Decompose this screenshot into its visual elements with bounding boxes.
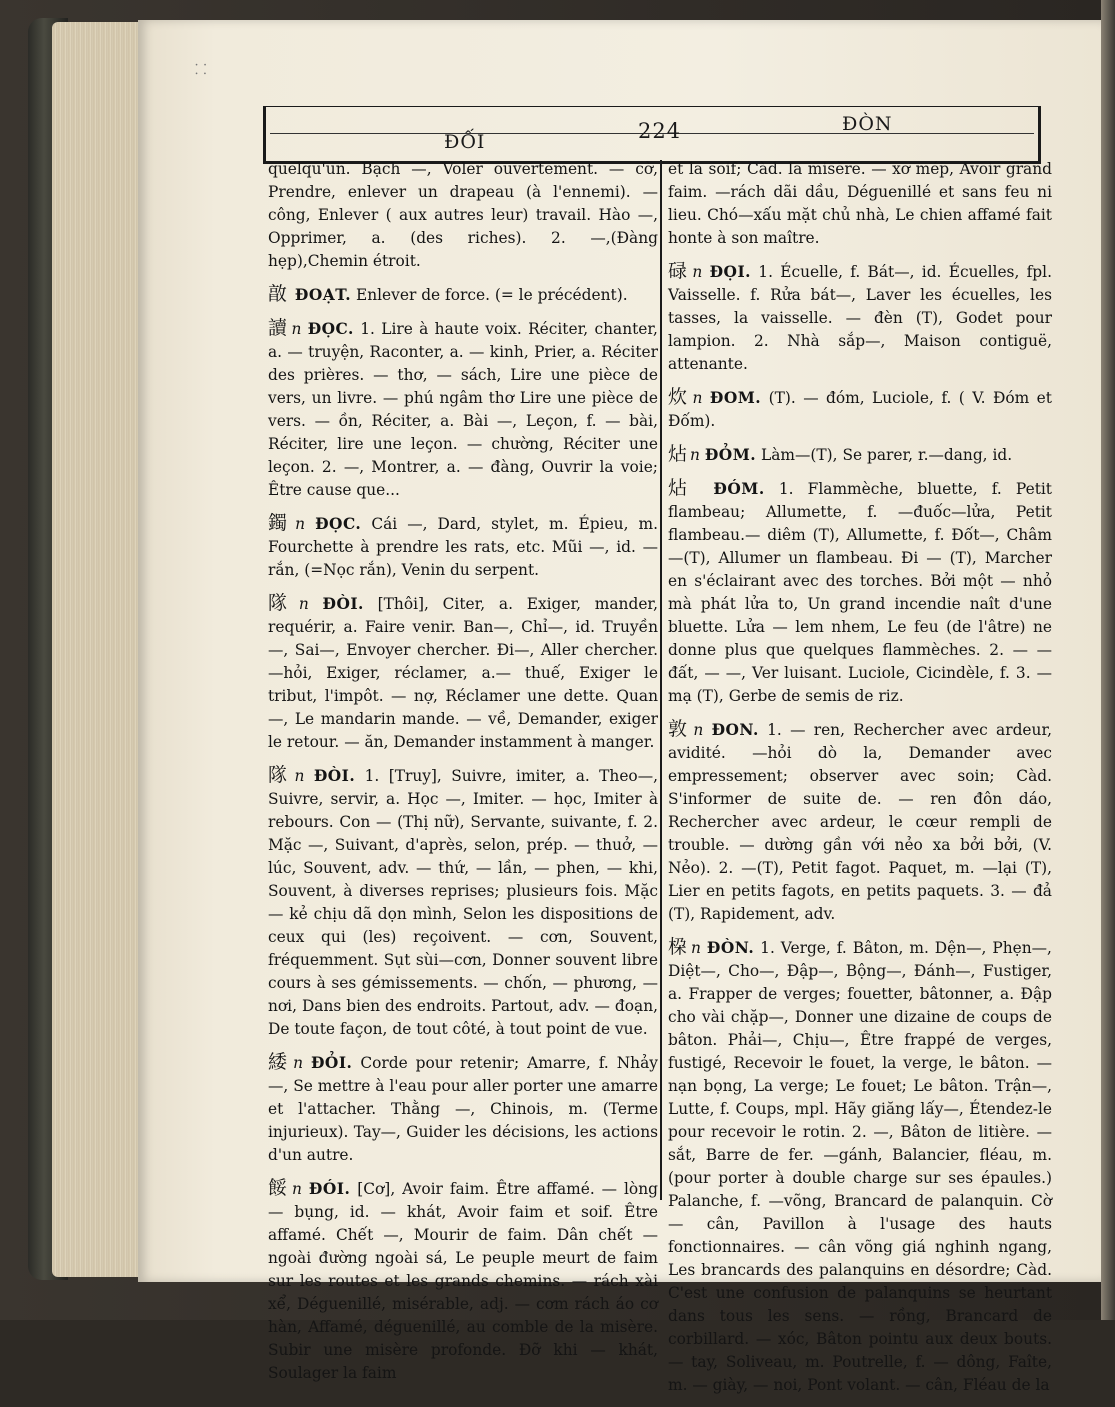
entry-headword: ĐOM. bbox=[709, 389, 762, 407]
entry-headword: ĐOẠT. bbox=[294, 286, 352, 304]
header-right-word: ĐÒN bbox=[842, 113, 893, 135]
entry-headword: ĐON. bbox=[711, 721, 759, 739]
chinese-character: 鐲 bbox=[268, 512, 293, 534]
chinese-character: 炶 bbox=[668, 443, 688, 465]
chinese-character: 桗 bbox=[668, 936, 689, 958]
entry-continuation: et la soif; Càd. la misère. — xơ mép, Avoir grand faim. —rách dãi dầu, Déguenillé et sans feu ni lieu. Chó—xấu mặt chủ nhà, Le chien affamé fait honte à son maître. bbox=[668, 160, 1052, 247]
entry-definition: 1. Verge, f. Bâton, m. Dện—, Phẹn—, Diệt—, Cho—, Đập—, Bộng—, Đánh—, Fustiger, a. Frapper de verges; fouetter, bâtonner, a. Đập cho vài chặp—, Donner une dizaine de coups de bâton. Phải—, Chịu—, Être frappé de verges, fustigé, Recevoir le fouet, la verge, le bâton. —nạn bọng, La verge; Le fouet; Le bâton. Trận—, Lutte, f. Coups, mpl. Hãy giăng lấy—, Étendez-le pour recevoir le rotin. 2. —, Bâton de litière. —sắt, Barre de fer. —gánh, Balancier, fléau, m. (pour porter à double charge sur ses épaules.) Palanche, f. —võng, Brancard de palanquin. Cờ — cân, Pavillon à l'usage des hauts fonctionnaires. — cân võng giá nghinh ngang, Les brancards des palanquins en désordre; Càd. C'est une confusion de palanquins se heurtant dans tous les sens. — rồng, Brancard de corbillard. — xóc, Bâton pointu aux deux bouts. — tay, Soliveau, m. Poutrelle, f. — dông, Faîte, m. — giày, — noi, Pont volant. — cân, Fléau de la bbox=[668, 939, 1052, 1394]
entry-headword: ĐÓI. bbox=[308, 1180, 351, 1198]
header-left-word: ĐỐI bbox=[444, 131, 486, 153]
column-divider bbox=[660, 160, 662, 1200]
running-header bbox=[263, 106, 1041, 164]
chinese-character: 炊 bbox=[668, 386, 690, 408]
entry-definition: Cái —, Dard, stylet, m. Épieu, m. Fourchette à prendre les rats, etc. Mũi —, id. — rắn, (=Nọc rắn), Venin du serpent. bbox=[268, 515, 658, 579]
entry-definition: 1. Écuelle, f. Bát—, id. Écuelles, fpl. Vaisselle. f. Rửa bát—, Laver les écuelles, les tasses, la vaisselle. — đèn (T), Godet pour lampion. 2. Nhà sắp—, Maison contiguë, attenante. bbox=[668, 263, 1052, 373]
page-edges bbox=[52, 22, 152, 1277]
entry-definition: 1. Flammèche, bluette, f. Petit flambeau; Allumette, f. —đuốc—lửa, Petit flambeau.— diêm (T), Allumette, f. Đốt—, Châm—(T), Allumer un flambeau. Đi — (T), Marcher en s'éclairant avec des torches. Bởi một — nhỏ mà phát lửa to, Un grand incendie naît d'une bluette. Lửa — lem nhem, Le feu (de l'âtre) ne donne plus que quelques flammèches. 2. — — đất, — —, Ver luisant. Luciole, Cicindèle, f. 3. — mạ (T), Gerbe de semis de riz. bbox=[668, 480, 1052, 705]
chinese-character: 隊 bbox=[268, 592, 296, 614]
entry-definition: (T). — đóm, Luciole, f. ( V. Đóm et Đốm). bbox=[668, 389, 1052, 430]
left-column bbox=[268, 158, 658, 1395]
dictionary-entry: 桗 n ĐÒN. 1. Verge, f. Bâton, m. Dện—, Phẹn—, Diệt—, Cho—, Đập—, Bộng—, Đánh—, Fustiger, a. Frapper de verges; fouetter, bâtonner, a. Đập cho vài chặp—, Donner une dizaine de coups de bâton. Phải—, Chịu—, Être frappé de verges, fustigé, Recevoir le fouet, la verge, le bâton. —nạn bọng, La verge; Le fouet; Le bâton. Trận—, Lutte, f. Coups, mpl. Hãy giăng lấy—, Étendez-le pour recevoir le rotin. 2. —, Bâton de litière. —sắt, Barre de fer. —gánh, Balancier, fléau, m. (pour porter à double charge sur ses épaules.) Palanche, f. —võng, Brancard de palanquin. Cờ — cân, Pavillon à l'usage des hauts fonctionnaires. — cân võng giá nghinh ngang, Les brancards des palanquins en désordre; Càd. C'est une confusion de palanquins se heurtant dans tous les sens. — rồng, Brancard de corbillard. — xóc, Bâton pointu aux deux bouts. — tay, Soliveau, m. Poutrelle, f. — dông, Faîte, m. — giày, — noi, Pont volant. — cân, Fléau de la bbox=[668, 936, 1052, 1394]
page-number: 224 bbox=[638, 119, 682, 143]
dictionary-entry: 隊 n ĐÒI. 1. [Truy], Suivre, imiter, a. Theo—, Suivre, servir, a. Học —, Imiter. — học, Imiter à rebours. Con — (Thị nữ), Servante, suivante, f. 2. Mặc —, Suivant, d'après, selon, prép. — thuở, — lúc, Souvent, adv. — thứ, — lần, — phen, — khi, Souvent, à diverses reprises; plusieurs fois. Mặc — kẻ chịu dã dọn mình, Selon les dispositions de ceux qui (les) reçoivent. — cơn, Souvent, fréquemment. Sụt sùi—cơn, Donner souvent libre cours à ses gémissements. — chốn, — phương, — nơi, Dans bien des endroits. Partout, adv. — đoạn, De toute façon, de tout côté, à tout point de vue. bbox=[268, 764, 658, 1038]
dictionary-entry: 隊 n ĐÒI. [Thôi], Citer, a. Exiger, mander, requérir, a. Faire venir. Ban—, Chỉ—, id. Truyền—, Sai—, Envoyer chercher. Đi—, Aller chercher. —hỏi, Exiger, réclamer, a.— thuế, Exiger le tribut, l'impôt. — nợ, Réclamer une dette. Quan—, Le mandarin mande. — về, Demander, exiger le retour. — ăn, Demander instamment à manger. bbox=[268, 592, 658, 751]
book-cover-right bbox=[1101, 0, 1115, 1320]
chinese-character: 餒 bbox=[268, 1177, 290, 1199]
entry-headword: ĐÓM. bbox=[713, 480, 765, 498]
entry-headword: ĐỎM. bbox=[704, 446, 757, 464]
entry-definition: 1. [Truy], Suivre, imiter, a. Theo—, Suivre, servir, a. Học —, Imiter. — học, Imiter à rebours. Con — (Thị nữ), Servante, suivante, f. 2. Mặc —, Suivant, d'après, selon, prép. — thuở, — lúc, Souvent, adv. — thứ, — lần, — phen, — khi, Souvent, à diverses reprises; plusieurs fois. Mặc — kẻ chịu dã dọn mình, Selon les dispositions de ceux qui (les) reçoivent. — cơn, Souvent, fréquemment. Sụt sùi—cơn, Donner souvent libre cours à ses gémissements. — chốn, — phương, — nơi, Dans bien des endroits. Partout, adv. — đoạn, De toute façon, de tout côté, à tout point de vue. bbox=[268, 767, 658, 1038]
dictionary-entry: 炊 n ĐOM. (T). — đóm, Luciole, f. ( V. Đóm et Đốm). bbox=[668, 386, 1052, 430]
entry-headword: ĐỎI. bbox=[310, 1054, 353, 1072]
dictionary-entry: 讀 n ĐỌC. 1. Lire à haute voix. Réciter, chanter, a. — truyện, Raconter, a. — kinh, Prier, a. Réciter des prières. — thơ, — sách, Lire une pièce de vers, un livre. — phú ngâm thơ Lire une pièce de vers. — ồn, Réciter, a. Bài —, Leçon, f. — bài, Réciter, lire une leçon. — chường, Réciter une leçon. 2. —, Montrer, a. — đàng, Ouvrir la voie; Être cause que... bbox=[268, 317, 658, 499]
dictionary-entry bbox=[268, 283, 658, 307]
chinese-character: 讀 bbox=[268, 317, 289, 339]
chinese-character: 㪟 bbox=[268, 283, 288, 305]
entry-headword: ĐÒI. bbox=[313, 767, 356, 785]
entry-headword: ĐÒI. bbox=[322, 595, 364, 613]
ink-smudge-icon: ⸬ bbox=[195, 62, 207, 78]
chinese-character: 炶 bbox=[668, 477, 697, 499]
entry-definition: Enlever de force. (= le précédent). bbox=[355, 286, 628, 304]
entry-headword: ĐỌC. bbox=[307, 320, 354, 338]
entry-headword: ĐÒN. bbox=[706, 939, 755, 957]
dictionary-entry: 炶 n ĐỎM. Làm—(T), Se parer, r.—dang, id. bbox=[668, 443, 1013, 465]
entry-definition: 1. Lire à haute voix. Réciter, chanter, a. — truyện, Raconter, a. — kinh, Prier, a. Réciter des prières. — thơ, — sách, Lire une pièce de vers, un livre. — phú ngâm thơ Lire une pièce de vers. — ồn, Réciter, a. Bài —, Leçon, f. — bài, Réciter, lire une leçon. — chường, Réciter une leçon. 2. —, Montrer, a. — đàng, Ouvrir la voie; Être cause que... bbox=[268, 320, 658, 499]
dictionary-entry: 鐲 n ĐỌC. Cái —, Dard, stylet, m. Épieu, m. Fourchette à prendre les rats, etc. Mũi —, id. — rắn, (=Nọc rắn), Venin du serpent. bbox=[268, 512, 658, 579]
dictionary-entry: 緌 n ĐỎI. Corde pour retenir; Amarre, f. Nhảy —, Se mettre à l'eau pour aller porter une amarre et l'attacher. Thằng —, Chinois, m. (Terme injurieux). Tay—, Guider les décisions, les actions d'un autre. bbox=[268, 1051, 658, 1164]
entry-definition: Corde pour retenir; Amarre, f. Nhảy —, Se mettre à l'eau pour aller porter une amarre et l'attacher. Thằng —, Chinois, m. (Terme injurieux). Tay—, Guider les décisions, les actions d'un autre. bbox=[268, 1054, 658, 1164]
dictionary-entry: 餒 n ĐÓI. [Cơ], Avoir faim. Être affamé. — lòng — bụng, id. — khát, Avoir faim et soif. Être affamé. Chết —, Mourir de faim. Dân chết — ngoài đường ngoài sá, Le peuple meurt de faim sur les routes et les grands chemins. — rách xài xể, Déguenillé, misérable, adj. — cơm rách áo cơ hàn, Affamé, déguenillé, au comble de la misère. Subir une misère profonde. Đỡ khi — khát, Soulager la faim bbox=[268, 1177, 658, 1382]
chinese-character: 敦 bbox=[668, 718, 691, 740]
dictionary-entry bbox=[668, 477, 1052, 708]
entry-continuation: quelqu'un. Bạch —, Voler ouvertement. — cờ, Prendre, enlever un drapeau (à l'ennemi). — công, Enlever ( aux autres leur) travail. Hào —, Opprimer, a. (des riches). 2. —,(Đàng hẹp),Chemin étroit. bbox=[268, 160, 658, 270]
dictionary-entry: 碌 n ĐỌI. 1. Écuelle, f. Bát—, id. Écuelles, fpl. Vaisselle. f. Rửa bát—, Laver les écuelles, les tasses, la vaisselle. — đèn (T), Godet pour lampion. 2. Nhà sắp—, Maison contiguë, attenante. bbox=[668, 260, 1052, 373]
entry-definition: 1. — ren, Rechercher avec ardeur, avidité. —hỏi dò la, Demander avec empressement; observer avec soin; Càd. S'informer de suite de. — ren đôn dáo, Rechercher avec ardeur, le cœur rempli de trouble. — dường gần với nẻo xa bởi bởi, (V. Nẻo). 2. —(T), Petit fagot. Paquet, m. —lại (T), Lier en petits fagots, en petits paquets. 3. — đả (T), Rapidement, adv. bbox=[668, 721, 1052, 923]
chinese-character: 碌 bbox=[668, 260, 690, 282]
entry-definition: Làm—(T), Se parer, r.—dang, id. bbox=[761, 446, 1013, 464]
chinese-character: 隊 bbox=[268, 764, 292, 786]
entry-definition: [Cơ], Avoir faim. Être affamé. — lòng — bụng, id. — khát, Avoir faim et soif. Être affamé. Chết —, Mourir de faim. Dân chết — ngoài đường ngoài sá, Le peuple meurt de faim sur les routes et les grands chemins. — rách xài xể, Déguenillé, misérable, adj. — cơm rách áo cơ hàn, Affamé, déguenillé, au comble de la misère. Subir une misère profonde. Đỡ khi — khát, Soulager la faim bbox=[268, 1180, 658, 1382]
entry-headword: ĐỌI. bbox=[709, 263, 752, 281]
chinese-character: 緌 bbox=[268, 1051, 291, 1073]
entry-definition: [Thôi], Citer, a. Exiger, mander, requérir, a. Faire venir. Ban—, Chỉ—, id. Truyền—, Sai—, Envoyer chercher. Đi—, Aller chercher. —hỏi, Exiger, réclamer, a.— thuế, Exiger le tribut, l'impôt. — nợ, Réclamer une dette. Quan—, Le mandarin mande. — về, Demander, exiger le retour. — ăn, Demander instamment à manger. bbox=[268, 595, 658, 751]
right-column bbox=[668, 158, 1052, 1407]
entry-headword: ĐỌC. bbox=[315, 515, 362, 533]
dictionary-entry: 敦 n ĐON. 1. — ren, Rechercher avec ardeur, avidité. —hỏi dò la, Demander avec empressement; observer avec soin; Càd. S'informer de suite de. — ren đôn dáo, Rechercher avec ardeur, le cœur rempli de trouble. — dường gần với nẻo xa bởi bởi, (V. Nẻo). 2. —(T), Petit fagot. Paquet, m. —lại (T), Lier en petits fagots, en petits paquets. 3. — đả (T), Rapidement, adv. bbox=[668, 718, 1052, 923]
